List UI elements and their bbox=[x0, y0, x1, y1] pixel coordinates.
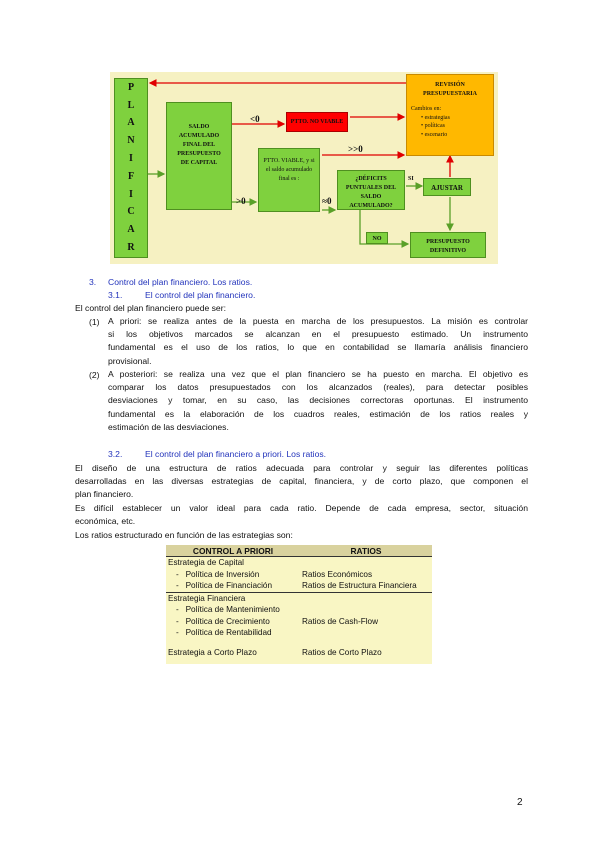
ajustar-label: AJUSTAR bbox=[431, 184, 463, 192]
ratio-corto-plazo: Ratios de Corto Plazo bbox=[302, 647, 382, 657]
intro-text: El control del plan financiero puede ser: bbox=[75, 303, 226, 313]
deficits-box bbox=[337, 170, 405, 210]
deficits-label: ¿DÉFICITS PUNTUALES DEL SALDO ACUMULADO? bbox=[345, 176, 397, 209]
planificar-letter: L bbox=[127, 99, 135, 111]
ratio-cash-flow: Ratios de Cash-Flow bbox=[302, 616, 378, 626]
planificar-letter: R bbox=[127, 242, 135, 254]
planificar-letter: A bbox=[127, 117, 135, 129]
strategy-capital: Estrategia de Capital bbox=[168, 558, 245, 567]
paragraph-3: Los ratios estructurado en función de las estrategias son: bbox=[75, 530, 293, 540]
policy-mantenimiento: Política de Mantenimiento bbox=[185, 605, 280, 614]
planificar-letter: C bbox=[127, 206, 135, 218]
planificar-letter: P bbox=[127, 81, 135, 93]
section-3-title: Control del plan financiero. Los ratios. bbox=[108, 277, 253, 287]
planificar-letter: I bbox=[129, 188, 133, 200]
section-3-2-title: El control del plan financiero a priori. Los ratios. bbox=[145, 449, 327, 459]
planificar-letter: I bbox=[129, 153, 133, 165]
revision-presupuestaria-box bbox=[406, 74, 494, 156]
page-number: 2 bbox=[517, 797, 523, 808]
ajustar-box bbox=[423, 178, 471, 196]
ratio-estructura-financiera: Ratios de Estructura Financiera bbox=[302, 581, 417, 590]
section-3-1-number: 3.1. bbox=[108, 290, 123, 300]
item-1-text: A priori: se realiza antes de la puesta en marcha de los presupuestos. La misión es controlar si los objetivos marcados se alcanzan en el presupuesto estimado. Un instrumento fundamental es el uso de los ratios, lo que en contabilidad se llamaría análisis financiero provisional. bbox=[108, 316, 528, 366]
table-row: - Política de Inversión Ratios Económicos bbox=[166, 569, 432, 581]
policy-rentabilidad: Política de Rentabilidad bbox=[185, 628, 272, 637]
policy-crecimiento: Política de Crecimiento bbox=[185, 616, 270, 626]
policy-inversion: Política de Inversión bbox=[185, 569, 260, 579]
planificar-box bbox=[114, 78, 148, 258]
ratio-economicos: Ratios Económicos bbox=[302, 569, 373, 579]
table-row bbox=[166, 647, 432, 659]
item-1-marker: (1) bbox=[89, 317, 100, 327]
revision-item: • estrategias bbox=[421, 115, 450, 121]
label-approx0: ≈0 bbox=[322, 196, 332, 206]
paragraph-1: El diseño de una estructura de ratios adecuada para controlar y seguir las diferentes políticas desarrolladas en las diversas estrategias de capital, financiera, y de corto plazo, que componen el plan financiero. bbox=[75, 463, 528, 500]
presupuesto-definitivo-box bbox=[410, 232, 486, 258]
planificar-letter: N bbox=[127, 135, 135, 147]
label-gt0: >0 bbox=[236, 196, 246, 206]
ptto-no-viable-label: PTTO. NO VIABLE bbox=[290, 119, 344, 125]
label-gt0-strong: >>0 bbox=[348, 144, 363, 154]
table-header-control: CONTROL A PRIORI bbox=[166, 545, 300, 557]
item-2-text: A posteriori: se realiza una vez que el plan financiero se ha puesto en marcha. El objetivo es comparar los datos presupuestados con los alcanzados (reales), para detectar posibles desviaciones y tomar, en su caso, las decisiones correctoras oportunas. El instrumento fundamental es la elaboración de los cuadros reales, estimación de los ratios reales y estimación de las desviaciones. bbox=[108, 369, 528, 432]
item-2-marker: (2) bbox=[89, 370, 100, 380]
table-row: - Política de Rentabilidad bbox=[176, 628, 272, 637]
section-3-number: 3. bbox=[89, 277, 97, 287]
planificar-letter: A bbox=[127, 224, 135, 236]
table-row bbox=[166, 639, 432, 647]
table-row bbox=[166, 557, 432, 569]
saldo-acumulado-box bbox=[166, 102, 232, 210]
label-lt0: <0 bbox=[250, 114, 260, 124]
ptto-viable-box bbox=[258, 148, 320, 212]
label-no: NO bbox=[366, 232, 388, 244]
ptto-no-viable-box bbox=[286, 112, 348, 132]
table-row bbox=[166, 592, 432, 604]
paragraph-2: Es difícil establecer un valor ideal para cada ratio. Depende de cada empresa, sector, situación económica, etc. bbox=[75, 503, 528, 527]
table-row: - Política de Mantenimiento bbox=[176, 605, 280, 614]
table-row: - Política de Crecimiento Ratios de Cash-Flow bbox=[166, 616, 432, 628]
ptto-viable-label: PTTO. VIABLE, y si el saldo acumulado final es : bbox=[263, 158, 315, 182]
strategy-financiera: Estrategia Financiera bbox=[166, 592, 300, 604]
label-si: SI bbox=[408, 176, 414, 182]
section-3-1-title: El control del plan financiero. bbox=[145, 290, 256, 300]
section-3-2-number: 3.2. bbox=[108, 449, 123, 459]
financial-plan-diagram bbox=[110, 72, 498, 264]
planificar-letter: F bbox=[127, 170, 135, 182]
table-header-ratios: RATIOS bbox=[300, 545, 432, 557]
revision-subtitle: Cambios en: bbox=[411, 106, 442, 112]
ratios-table bbox=[166, 545, 432, 664]
revision-item: • políticas bbox=[421, 123, 445, 130]
strategy-corto-plazo: Estrategia a Corto Plazo bbox=[168, 647, 257, 657]
revision-title: REVISIÓN PRESUPUESTARIA bbox=[423, 82, 477, 97]
presupuesto-definitivo-label: PRESUPUESTO DEFINITIVO bbox=[426, 239, 470, 254]
saldo-acumulado-label: SALDO ACUMULADO FINAL DEL PRESUPUESTO DE CAPITAL bbox=[177, 124, 221, 166]
policy-financiacion: Política de Financiación bbox=[185, 581, 273, 590]
table-row: - Política de Financiación Ratios de Estructura Financiera bbox=[166, 580, 432, 592]
revision-item: • escenario bbox=[421, 131, 448, 138]
